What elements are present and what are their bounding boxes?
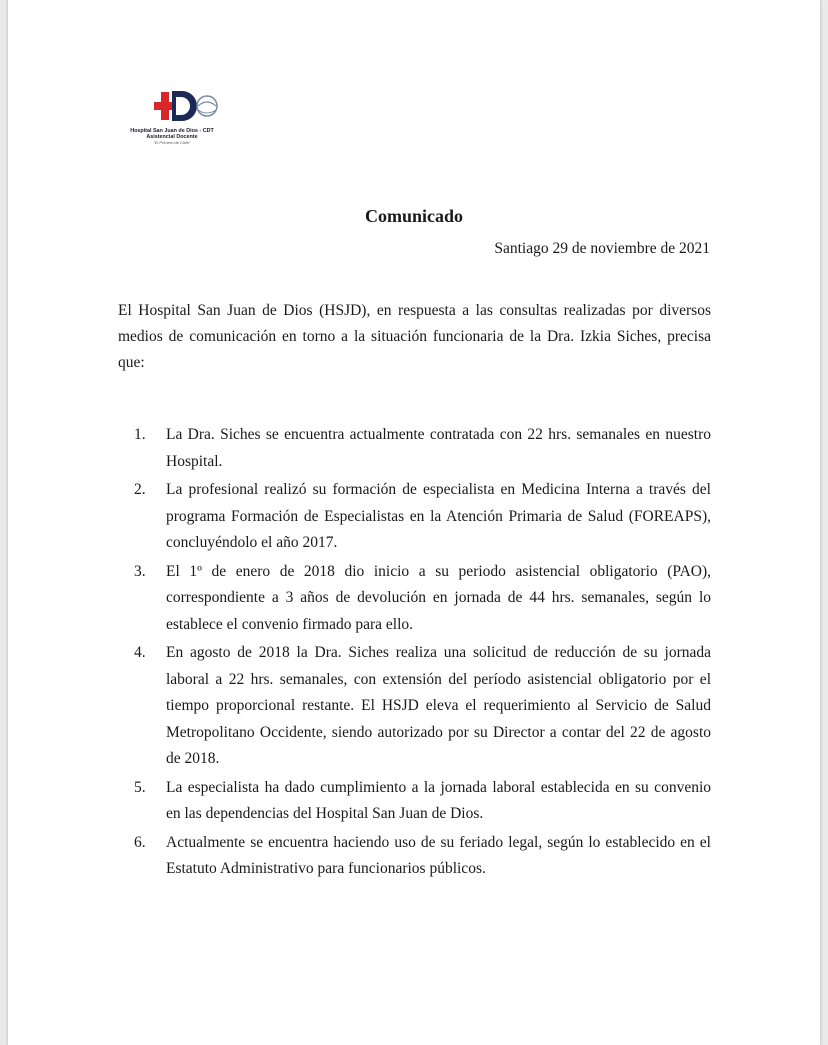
- hospital-logo: [120, 88, 224, 150]
- list-item-number: 1.: [134, 426, 146, 443]
- logo-motto: "El Primero de Chile": [153, 140, 191, 145]
- document-date: Santiago 29 de noviembre de 2021: [494, 240, 710, 257]
- list-item: [134, 775, 711, 828]
- list-item-number: 5.: [134, 778, 146, 796]
- list-item: [134, 640, 711, 773]
- list-item-number: 6.: [134, 833, 146, 851]
- list-item-text: La Dra. Siches se encuentra actualmente contratada con 22 hrs. semanales en nuestro Hospital.: [166, 426, 711, 470]
- list-item: [134, 422, 711, 475]
- logo-org-name: Hospital San Juan de Dios - CDT: [130, 128, 214, 134]
- list-item: [134, 559, 711, 639]
- document-title: Comunicado: [364, 206, 463, 226]
- numbered-list: [134, 422, 711, 885]
- list-item-number: 4.: [134, 644, 146, 661]
- list-item-text: En agosto de 2018 la Dra. Siches realiza una solicitud de reducción de su jornada laboral a 22 hrs. semanales, con extensión del período asistencial obligatorio por el tiempo proporcional restante. El HSJD eleva el requerimiento al Servicio de Salud Metropolitano Occidente, siendo autorizado por su Director a contar del 22 de agosto de 2018.: [166, 644, 711, 767]
- list-item-text: La profesional realizó su formación de especialista en Medicina Interna a través del programa Formación de Especialistas en la Atención Primaria de Salud (FOREAPS), concluyéndolo el año 2017.: [166, 481, 711, 551]
- list-item-text: La especialista ha dado cumplimiento a la jornada laboral establecida en su convenio en las dependencias del Hospital San Juan de Dios.: [166, 778, 711, 822]
- document-page: [8, 0, 820, 1045]
- intro-paragraph: El Hospital San Juan de Dios (HSJD), en respuesta a las consultas realizadas por diversos medios de comunicación en torno a la situación funcionaria de la Dra. Izkia Siches, precisa que:: [118, 302, 711, 371]
- list-item: [134, 477, 711, 557]
- hospital-emblem-icon: [152, 88, 224, 128]
- logo-tagline: Asistencial Docente: [146, 134, 198, 140]
- list-item-number: 2.: [134, 481, 146, 498]
- list-item-number: 3.: [134, 562, 146, 580]
- list-item: [134, 830, 711, 883]
- list-item-text: El 1º de enero de 2018 dio inicio a su periodo asistencial obligatorio (PAO), correspondiente a 3 años de devolución en jornada de 44 hrs. semanales, según lo establece el convenio firmado para ello.: [166, 562, 711, 633]
- list-item-text: Actualmente se encuentra haciendo uso de su feriado legal, según lo establecido en el Estatuto Administrativo para funcionarios públicos.: [166, 833, 711, 877]
